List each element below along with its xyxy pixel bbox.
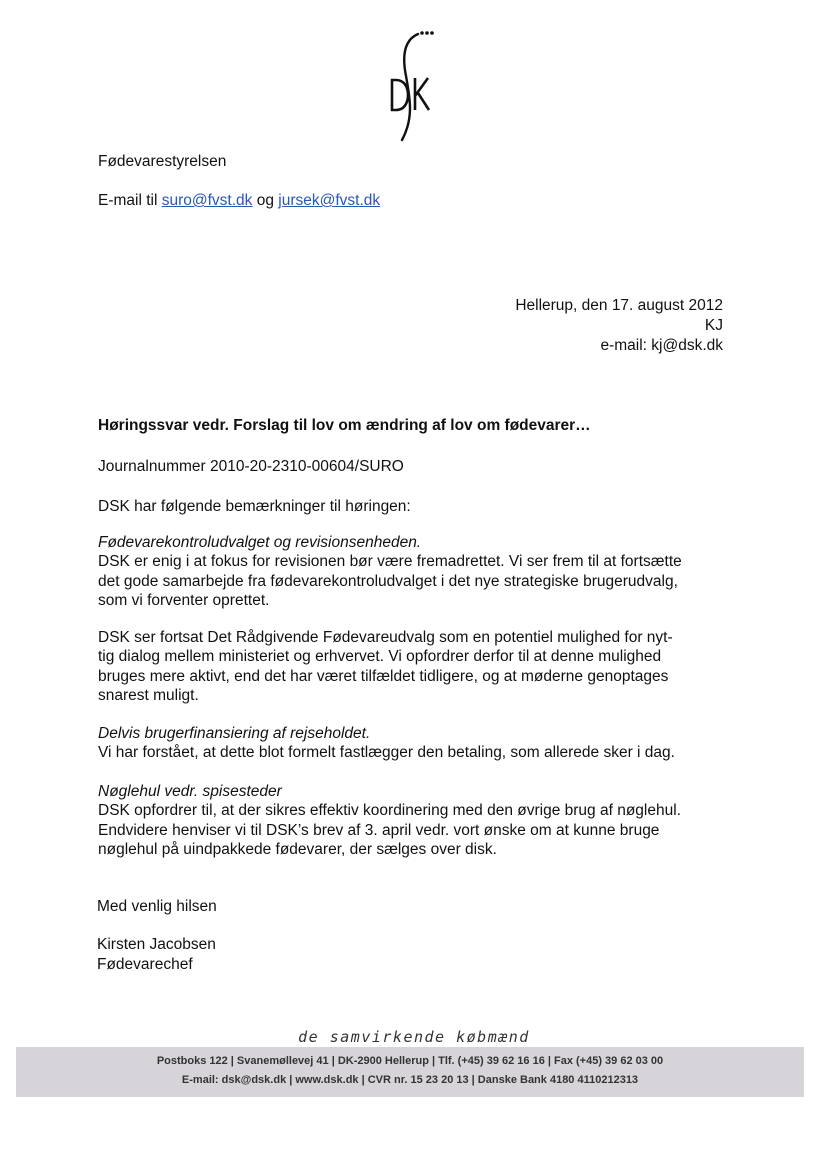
- paragraph-line: DSK opfordrer til, at der sikres effektiv koordinering med den øvrige brug af nøglehul.: [98, 802, 681, 820]
- paragraph-line: bruges mere aktivt, end det har været tilfældet tidligere, og at møderne genoptages: [98, 667, 669, 685]
- closing: Med venlig hilsen: [97, 898, 217, 915]
- signature-name: Kirsten Jacobsen: [97, 936, 216, 953]
- section-1: [98, 533, 738, 610]
- tagline: de samvirkende købmænd: [298, 1028, 530, 1046]
- paragraph-line: tig dialog mellem ministeriet og erhvervet. Vi opfordrer derfor til at denne mulighed: [98, 648, 662, 666]
- section-heading: Delvis brugerfinansiering af rejseholdet.: [98, 725, 371, 742]
- signature-title: Fødevarechef: [97, 956, 193, 973]
- paragraph-line: nøglehul på uindpakkede fødevarer, der sælges over disk.: [98, 840, 497, 858]
- recipient-emails: [98, 191, 380, 210]
- journal-number: Journalnummer 2010-20-2310-00604/SURO: [98, 458, 404, 475]
- paragraph-line: som vi forventer oprettet.: [98, 591, 270, 609]
- subject: Høringssvar vedr. Forslag til lov om ændring af lov om fødevarer…: [98, 417, 591, 434]
- emails-join: og: [256, 192, 274, 209]
- section-2: [98, 628, 738, 705]
- footer-band: [16, 1047, 804, 1097]
- section-heading: Fødevarekontroludvalget og revisionsenheden.: [98, 534, 422, 551]
- dsk-logo: [384, 26, 436, 146]
- sender-initials: KJ: [704, 317, 723, 334]
- place-date: Hellerup, den 17. august 2012: [515, 297, 723, 314]
- paragraph-line: det gode samarbejde fra fødevarekontroludvalget i det nye strategiske brugerudvalg,: [98, 572, 678, 590]
- paragraph-line: Endvidere henviser vi til DSK’s brev af 3. april vedr. vort ønske om at kunne bruge: [98, 821, 660, 839]
- intro: DSK har følgende bemærkninger til høringen:: [98, 498, 411, 515]
- paragraph-line: Vi har forstået, at dette blot formelt fastlægger den betaling, som allerede sker i dag.: [98, 744, 675, 762]
- footer-line-1: Postboks 122 | Svanemøllevej 41 | DK-2900 Hellerup | Tlf. (+45) 39 62 16 16 | Fax (+45) 39 62 03 00: [156, 1055, 664, 1067]
- footer-line-2: E-mail: dsk@dsk.dk | www.dsk.dk | CVR nr. 15 23 20 13 | Danske Bank 4180 4110212313: [181, 1074, 639, 1086]
- sender-email: e-mail: kj@dsk.dk: [600, 337, 723, 354]
- paragraph-line: DSK ser fortsat Det Rådgivende Fødevareudvalg som en potentiel mulighed for nyt-: [98, 629, 673, 646]
- recipient: Fødevarestyrelsen: [98, 153, 227, 170]
- email-link-suro[interactable]: suro@fvst.dk: [161, 192, 253, 209]
- emails-prefix: E-mail til: [98, 192, 158, 209]
- section-3: [98, 724, 738, 763]
- paragraph-line: snarest muligt.: [98, 686, 199, 704]
- section-heading: Nøglehul vedr. spisesteder: [98, 783, 282, 800]
- email-link-jursek[interactable]: jursek@fvst.dk: [278, 192, 381, 209]
- paragraph-line: DSK er enig i at fokus for revisionen bør være fremadrettet. Vi ser frem til at fortsætte: [98, 553, 682, 571]
- section-4: [98, 782, 738, 859]
